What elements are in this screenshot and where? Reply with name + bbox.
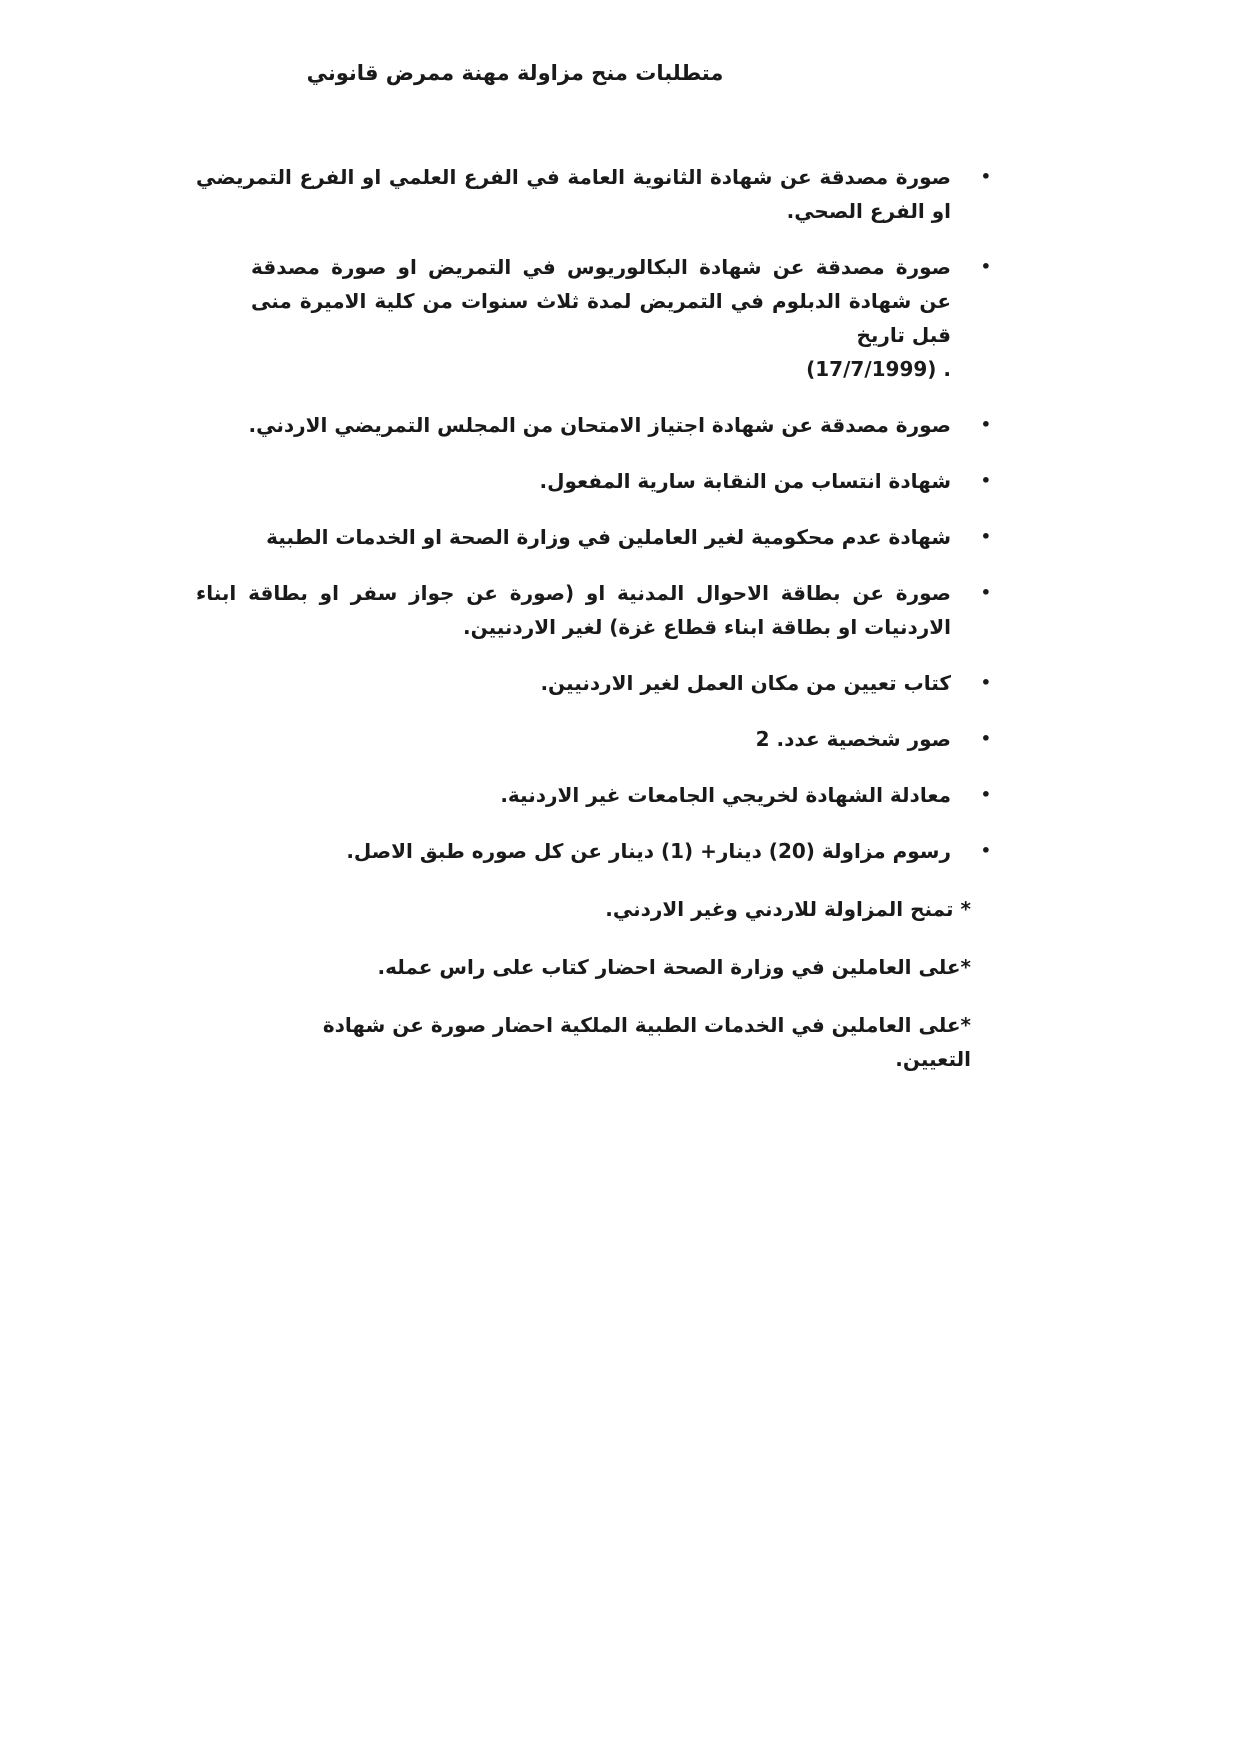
- requirement-text: صورة مصدقة عن شهادة اجتياز الامتحان من المجلس التمريضي الاردني.: [248, 413, 951, 437]
- requirement-text: صور شخصية عدد. 2: [755, 727, 951, 751]
- bullet-icon: •: [980, 471, 991, 490]
- requirement-text: رسوم مزاولة (20) دينار+ (1) دينار عن كل صوره طبق الاصل.: [346, 839, 951, 863]
- bullet-icon: •: [980, 257, 991, 276]
- list-item: [196, 666, 1001, 700]
- bullet-icon: •: [980, 729, 991, 748]
- bullet-icon: •: [980, 415, 991, 434]
- bullet-icon: •: [980, 167, 991, 186]
- requirement-text: كتاب تعيين من مكان العمل لغير الاردنيين.: [540, 671, 951, 695]
- requirement-text: صورة عن بطاقة الاحوال المدنية او (صورة عن جواز سفر او بطاقة ابناء الاردنيات او بطاقة ابناء قطاع غزة) لغير الاردنيين.: [196, 581, 951, 639]
- list-item: [196, 722, 1001, 756]
- list-item: [196, 520, 1001, 554]
- list-item: [196, 576, 1001, 644]
- list-item: [196, 464, 1001, 498]
- notes-section: [251, 892, 971, 1100]
- note-text: * تمنح المزاولة للاردني وغير الاردني.: [605, 897, 971, 921]
- list-item: [251, 250, 1001, 386]
- list-item: [196, 408, 1001, 442]
- requirement-text: معادلة الشهادة لخريجي الجامعات غير الاردنية.: [500, 783, 951, 807]
- list-item: [196, 778, 1001, 812]
- bullet-icon: •: [980, 527, 991, 546]
- requirements-list: [196, 160, 1001, 890]
- bullet-icon: •: [980, 673, 991, 692]
- note-text: *على العاملين في وزارة الصحة احضار كتاب على راس عمله.: [377, 955, 971, 979]
- page-title: متطلبات منح مزاولة مهنة ممرض قانوني: [306, 61, 724, 85]
- requirement-text: شهادة عدم محكومية لغير العاملين في وزارة الصحة او الخدمات الطبية: [266, 525, 951, 549]
- requirement-text: شهادة انتساب من النقابة سارية المفعول.: [539, 469, 951, 493]
- requirement-text: صورة مصدقة عن شهادة الثانوية العامة في الفرع العلمي او الفرع التمريضي او الفرع الصحي.: [196, 165, 951, 223]
- bullet-icon: •: [980, 583, 991, 602]
- note-text: *على العاملين في الخدمات الطبية الملكية احضار صورة عن شهادة التعيين.: [322, 1013, 971, 1071]
- bullet-icon: •: [980, 841, 991, 860]
- list-item: [196, 160, 1001, 228]
- requirement-text: صورة مصدقة عن شهادة البكالوريوس في التمريض او صورة مصدقة عن شهادة الدبلوم في التمريض لمدة ثلاث سنوات من كلية الاميرة منى قبل تاريخ: [251, 255, 951, 347]
- bullet-icon: •: [980, 785, 991, 804]
- list-item: [196, 834, 1001, 868]
- requirement-date: (17/7/1999) .: [806, 357, 951, 381]
